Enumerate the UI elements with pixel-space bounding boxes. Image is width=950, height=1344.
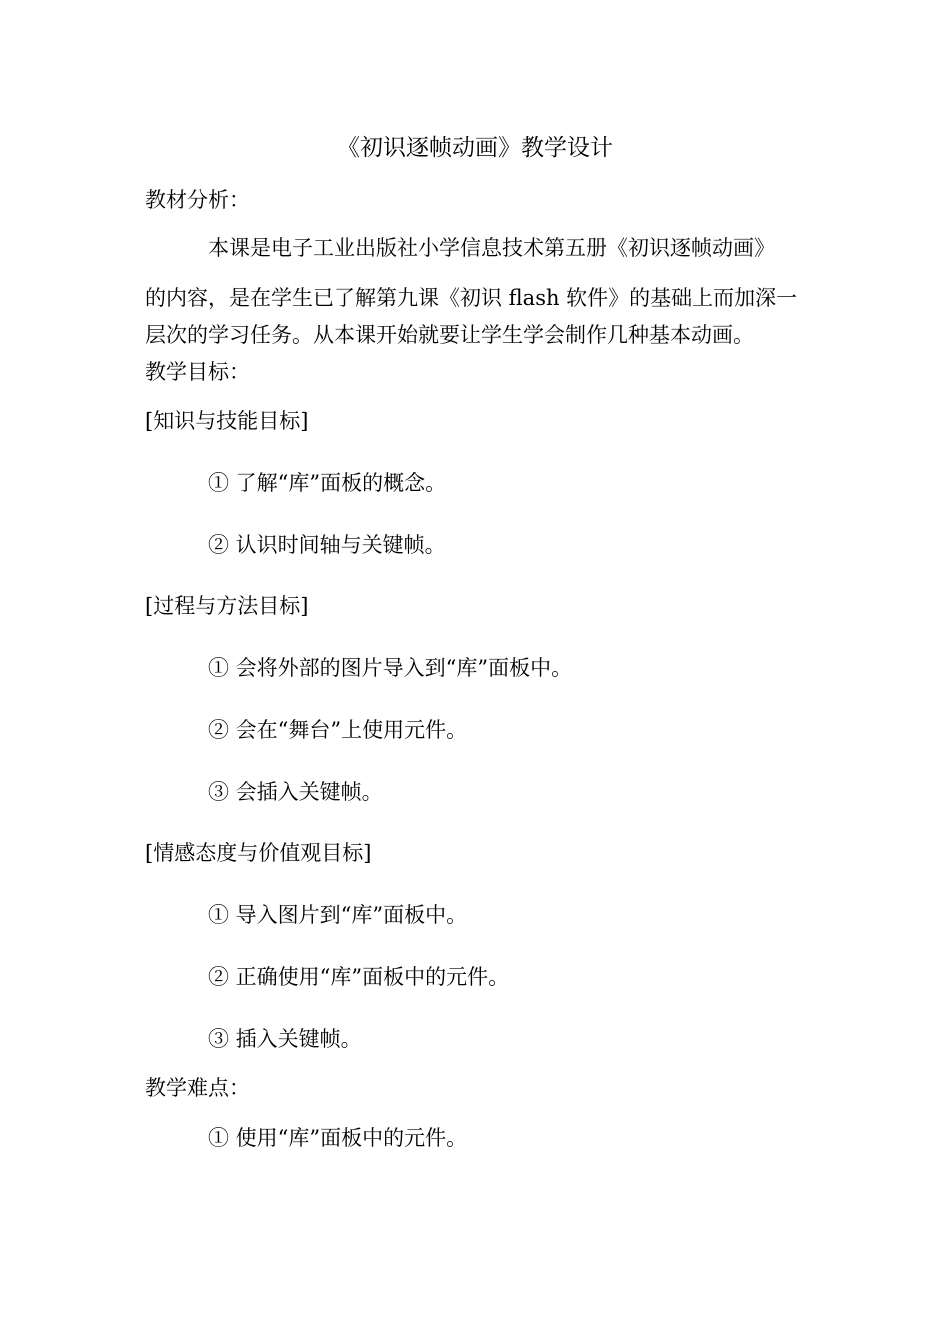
objective-item: ③ 会插入关键帧。 [208,780,383,804]
document-title: 《初识逐帧动画》教学设计 [337,135,613,161]
analysis-heading: 教材分析： [145,188,250,212]
objective-item: ① 了解“库”面板的概念。 [208,471,447,495]
objective-item: ③ 插入关键帧。 [208,1027,362,1051]
objective-item: ② 认识时间轴与关键帧。 [208,533,446,557]
objectives-heading: 教学目标： [145,360,250,384]
emotion-objectives-heading: [情感态度与价值观目标] [145,841,372,865]
difficulty-item: ① 使用“库”面板中的元件。 [208,1126,468,1150]
objective-item: ② 正确使用“库”面板中的元件。 [208,965,510,989]
objective-item: ① 会将外部的图片导入到“库”面板中。 [208,656,573,680]
analysis-paragraph-line: 的内容，是在学生已了解第九课《初识 flash 软件》的基础上而加深一 [145,286,798,310]
objective-item: ① 导入图片到“库”面板中。 [208,903,468,927]
knowledge-objectives-heading: [知识与技能目标] [145,409,309,433]
difficulties-heading: 教学难点： [145,1076,250,1100]
objective-item: ② 会在“舞台”上使用元件。 [208,718,468,742]
process-objectives-heading: [过程与方法目标] [145,594,309,618]
analysis-paragraph-line: 本课是电子工业出版社小学信息技术第五册《初识逐帧动画》 [208,236,775,260]
analysis-paragraph-line: 层次的学习任务。从本课开始就要让学生学会制作几种基本动画。 [145,323,754,347]
